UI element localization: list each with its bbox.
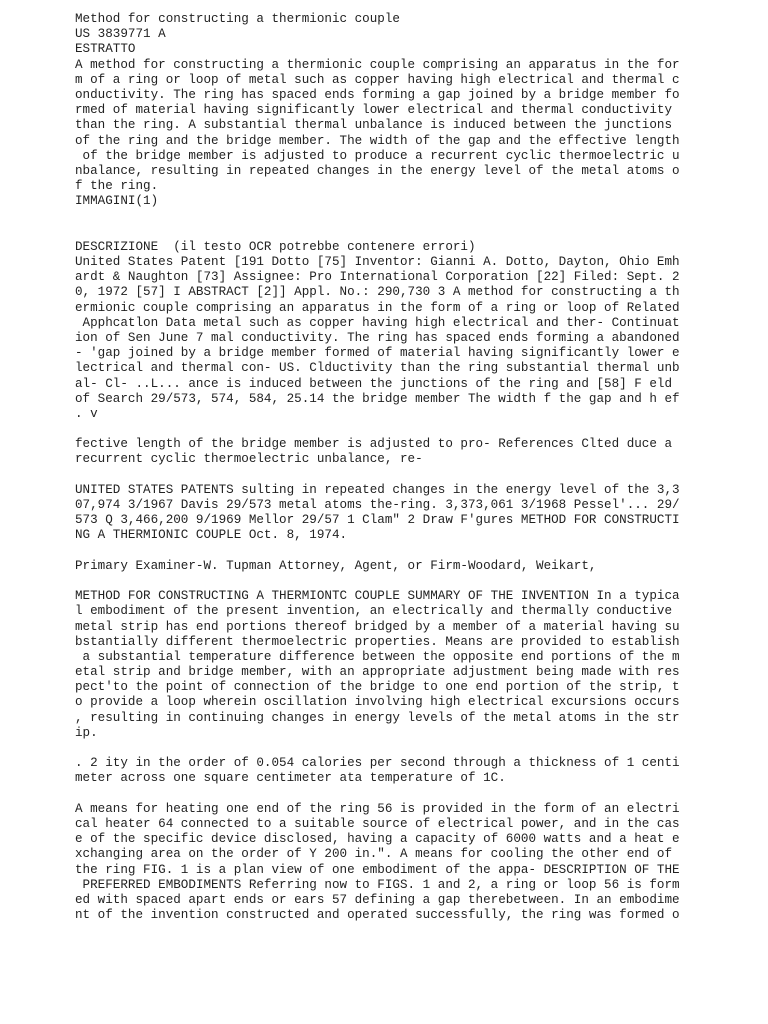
text-line: bstantially different thermoelectric properties. Means are provided to establish [75, 634, 680, 649]
text-line: UNITED STATES PATENTS sulting in repeated changes in the energy level of the 3,3 [75, 482, 680, 497]
text-line: US 3839771 A [75, 27, 166, 42]
text-line: nt of the invention constructed and operated successfully, the ring was formed o [75, 908, 680, 923]
text-line: recurrent cyclic thermoelectric unbalance, re- [75, 452, 423, 467]
text-line: Apphcatlon Data metal such as copper having high electrical and ther- Continuat [75, 315, 680, 330]
text-line: etal strip and bridge member, with an appropriate adjustment being made with res [75, 665, 680, 680]
text-line: f the ring. [75, 179, 159, 194]
text-line: Method for constructing a thermionic couple [75, 12, 400, 26]
text-line: m of a ring or loop of metal such as copper having high electrical and thermal c [75, 72, 680, 87]
text-line: . v [75, 406, 98, 421]
text-line: NG A THERMIONIC COUPLE Oct. 8, 1974. [75, 528, 348, 543]
abstract-section [75, 12, 755, 209]
text-line: al- Cl- ..L... ance is induced between the junctions of the ring and [58] F eld [75, 376, 673, 391]
text-line: A method for constructing a thermionic couple comprising an apparatus in the for [75, 57, 680, 72]
text-line: onductivity. The ring has spaced ends forming a gap joined by a bridge member fo [75, 87, 680, 102]
text-line: than the ring. A substantial thermal unbalance is induced between the junctions [75, 118, 673, 133]
text-line: ip. [75, 725, 98, 740]
paragraph-examiner [75, 559, 755, 574]
text-line: Primary Examiner-W. Tupman Attorney, Agent, or Firm-Woodard, Weikart, [75, 558, 597, 573]
text-line: meter across one square centimeter ata temperature of 1C. [75, 771, 506, 786]
text-line: , resulting in continuing changes in energy levels of the metal atoms in the str [75, 710, 680, 725]
section-spacer [75, 574, 755, 589]
text-line: ESTRATTO [75, 42, 136, 57]
text-line: IMMAGINI(1) [75, 194, 159, 209]
text-line: ardt & Naughton [73] Assignee: Pro International Corporation [22] Filed: Sept. 2 [75, 270, 680, 285]
section-spacer [75, 544, 755, 559]
text-line: nbalance, resulting in repeated changes in the energy level of the metal atoms o [75, 163, 680, 178]
text-line: of the ring and the bridge member. The width of the gap and the effective length [75, 133, 680, 148]
document-page [75, 12, 755, 923]
text-line: xchanging area on the order of Y 200 in.". A means for cooling the other end of [75, 847, 673, 862]
text-line: METHOD FOR CONSTRUCTING A THERMIONTC COUPLE SUMMARY OF THE INVENTION In a typica [75, 589, 680, 604]
section-spacer [75, 468, 755, 483]
text-line: 07,974 3/1967 Davis 29/573 metal atoms the-ring. 3,373,061 3/1968 Pessel'... 29/ [75, 498, 680, 513]
paragraph-patents [75, 483, 755, 544]
section-spacer [75, 787, 755, 802]
text-line: 0, 1972 [57] I ABSTRACT [2]] Appl. No.: 290,730 3 A method for constructing a th [75, 285, 680, 300]
text-line: United States Patent [191 Dotto [75] Inventor: Gianni A. Dotto, Dayton, Ohio Emh [75, 255, 680, 270]
text-line: o provide a loop wherein oscillation involving high electrical excursions occurs [75, 695, 680, 710]
text-line: A means for heating one end of the ring 56 is provided in the form of an electri [75, 801, 680, 816]
description-section [75, 240, 755, 422]
text-line: fective length of the bridge member is adjusted to pro- References Clted duce a [75, 437, 673, 452]
section-spacer [75, 209, 755, 239]
text-line: 573 Q 3,466,200 9/1969 Mellor 29/57 1 Clam" 2 Draw F'gures METHOD FOR CONSTRUCTI [75, 513, 680, 528]
section-spacer [75, 741, 755, 756]
text-line: of the bridge member is adjusted to produce a recurrent cyclic thermoelectric u [75, 148, 680, 163]
paragraph-embodiments [75, 802, 755, 924]
paragraph-summary [75, 589, 755, 741]
text-line: the ring FIG. 1 is a plan view of one embodiment of the appa- DESCRIPTION OF THE [75, 862, 680, 877]
text-line: a substantial temperature difference between the opposite end portions of the m [75, 649, 680, 664]
text-line: l embodiment of the present invention, an electrically and thermally conductive [75, 604, 673, 619]
section-spacer [75, 422, 755, 437]
paragraph-conductivity [75, 756, 755, 786]
text-line: ermionic couple comprising an apparatus in the form of a ring or loop of Related [75, 300, 680, 315]
text-line: DESCRIZIONE (il testo OCR potrebbe contenere errori) [75, 239, 476, 254]
text-line: ed with spaced apart ends or ears 57 defining a gap therebetween. In an embodime [75, 892, 680, 907]
text-line: metal strip has end portions thereof bridged by a member of a material having su [75, 619, 680, 634]
text-line: PREFERRED EMBODIMENTS Referring now to FIGS. 1 and 2, a ring or loop 56 is form [75, 877, 680, 892]
paragraph-references [75, 437, 755, 467]
text-line: ion of Sen June 7 mal conductivity. The ring has spaced ends forming a abandoned [75, 330, 680, 345]
text-line: lectrical and thermal con- US. Clductivity than the ring substantial thermal unb [75, 361, 680, 376]
text-line: . 2 ity in the order of 0.054 calories per second through a thickness of 1 centi [75, 756, 680, 771]
text-line: of Search 29/573, 574, 584, 25.14 the bridge member The width f the gap and h ef [75, 391, 680, 406]
text-line: e of the specific device disclosed, having a capacity of 6000 watts and a heat e [75, 832, 680, 847]
text-line: cal heater 64 connected to a suitable source of electrical power, and in the cas [75, 816, 680, 831]
text-line: rmed of material having significantly lower electrical and thermal conductivity [75, 103, 673, 118]
text-line: pect'to the point of connection of the bridge to one end portion of the strip, t [75, 680, 680, 695]
text-line: - 'gap joined by a bridge member formed of material having significantly lower e [75, 346, 680, 361]
